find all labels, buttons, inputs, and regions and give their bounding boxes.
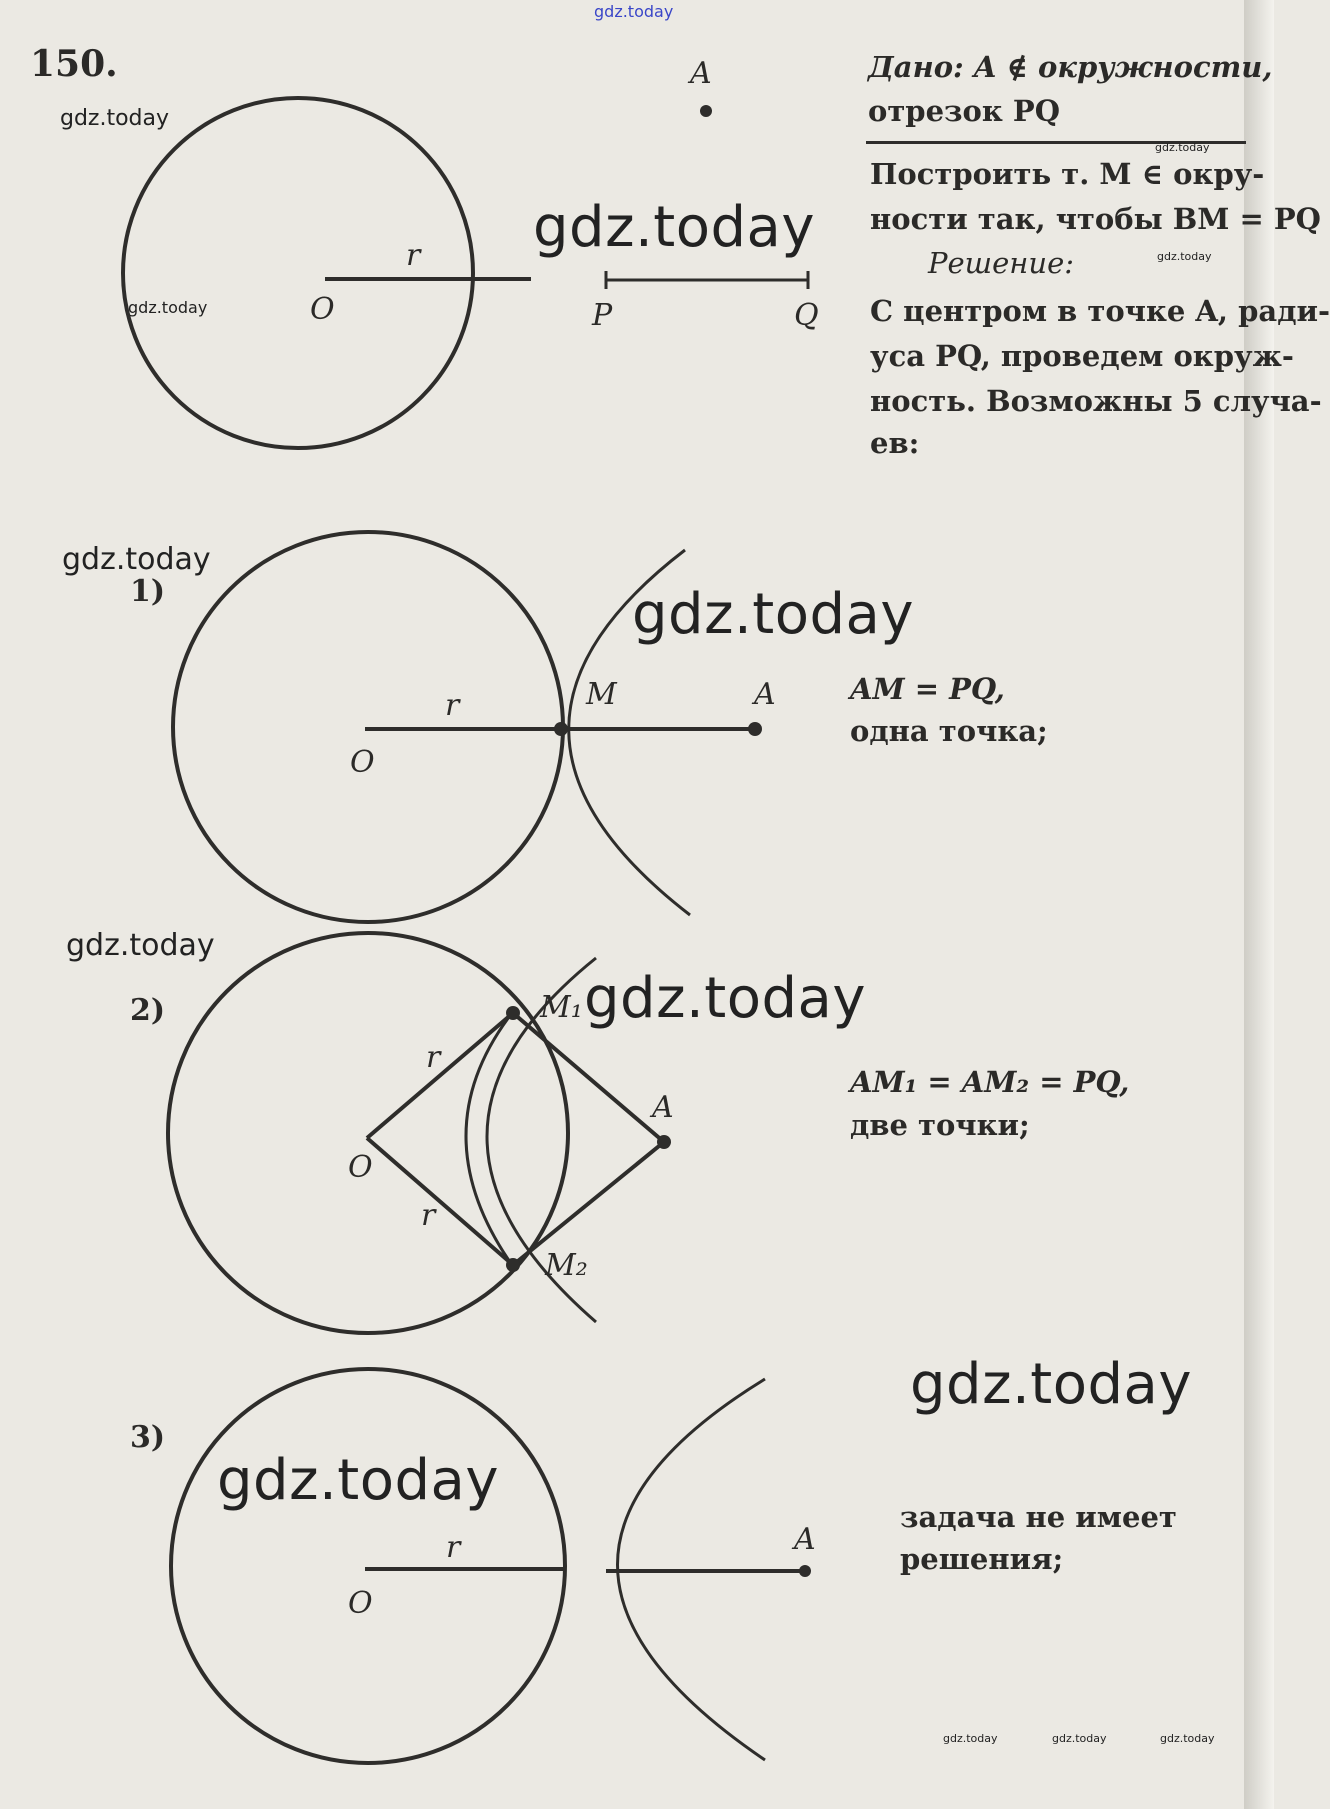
case2-a-m1 xyxy=(513,1013,664,1142)
watermark-tiny-1: gdz.today xyxy=(1155,141,1210,154)
case2-point-m2 xyxy=(506,1258,520,1272)
task-line-2: ности так, чтобы BM = PQ xyxy=(870,202,1321,236)
case2-label-m2: M₂ xyxy=(545,1248,588,1283)
watermark-tiny-4: gdz.today xyxy=(1052,1732,1107,1745)
case2-label-o: O xyxy=(348,1150,373,1185)
watermark-big-3: gdz.today xyxy=(584,966,867,1031)
watermark-mid-1: gdz.today xyxy=(62,542,211,577)
case1-number: 1) xyxy=(130,574,166,609)
watermark-tiny-3: gdz.today xyxy=(943,1732,998,1745)
case1-point-a xyxy=(748,722,762,736)
watermark-small-1: gdz.today xyxy=(60,106,170,131)
case1-label-m: M xyxy=(586,677,617,712)
case1-point-m xyxy=(554,722,568,736)
case3-description-2: решения; xyxy=(900,1542,1064,1576)
case2-equation: AM₁ = AM₂ = PQ, xyxy=(850,1065,1130,1099)
given-line-1: Дано: A ∉ окружности, xyxy=(868,50,1273,84)
given-line-2: отрезок PQ xyxy=(868,94,1060,128)
figure0-point-a xyxy=(700,105,712,117)
case3-label-o: O xyxy=(348,1586,373,1621)
case1-label-a: A xyxy=(754,677,776,712)
watermark-mid-2: gdz.today xyxy=(66,928,215,963)
case2-label-m1: M₁ xyxy=(540,990,583,1025)
watermark-big-1: gdz.today xyxy=(533,195,816,260)
header-watermark: gdz.today xyxy=(594,2,674,21)
case3-label-r: r xyxy=(446,1530,461,1565)
case2-description: две точки; xyxy=(850,1108,1030,1142)
case1-label-o: O xyxy=(350,745,375,780)
figure0-label-r: r xyxy=(406,238,421,273)
watermark-tiny-5: gdz.today xyxy=(1160,1732,1215,1745)
watermark-big-5: gdz.today xyxy=(217,1448,500,1513)
case3-description-1: задача не имеет xyxy=(900,1500,1177,1534)
case2-a-m2 xyxy=(513,1142,664,1265)
solution-line-3: ность. Возможны 5 случа- xyxy=(870,384,1322,418)
figure0-label-a: A xyxy=(690,56,712,91)
figure0-label-q: Q xyxy=(794,298,819,333)
case2-number: 2) xyxy=(130,993,166,1028)
case3-circle xyxy=(171,1369,565,1763)
case3-number: 3) xyxy=(130,1420,166,1455)
case2-point-a xyxy=(657,1135,671,1149)
case2-label-r1: r xyxy=(426,1040,441,1075)
watermark-big-4: gdz.today xyxy=(910,1352,1193,1417)
case3-label-a: A xyxy=(794,1522,816,1557)
problem-number: 150. xyxy=(30,43,118,85)
case1-equation: AM = PQ, xyxy=(850,672,1005,706)
case2-point-m1 xyxy=(506,1006,520,1020)
solution-line-2: уса PQ, проведем окруж- xyxy=(870,339,1294,373)
case3-point-a xyxy=(799,1565,811,1577)
figure0-label-o: O xyxy=(310,292,335,327)
solution-line-1: С центром в точке A, ради- xyxy=(870,294,1330,328)
watermark-tiny-2: gdz.today xyxy=(1157,250,1212,263)
case2-radius-1 xyxy=(367,1013,513,1138)
watermark-small-2: gdz.today xyxy=(128,298,208,317)
watermark-big-2: gdz.today xyxy=(632,582,915,647)
figure0-circle xyxy=(123,98,473,448)
solution-heading: Решение: xyxy=(928,246,1075,280)
case2-circle xyxy=(168,933,568,1333)
case2-label-r2: r xyxy=(421,1198,436,1233)
case1-label-r: r xyxy=(445,688,460,723)
figure0-label-p: P xyxy=(592,298,613,333)
task-line-1: Построить т. M ∈ окру- xyxy=(870,157,1265,191)
solution-line-4: ев: xyxy=(870,426,920,460)
case1-description: одна точка; xyxy=(850,714,1048,748)
case2-label-a: A xyxy=(652,1090,674,1125)
case2-radius-2 xyxy=(367,1138,513,1265)
case2-arc-left xyxy=(466,1013,512,1265)
